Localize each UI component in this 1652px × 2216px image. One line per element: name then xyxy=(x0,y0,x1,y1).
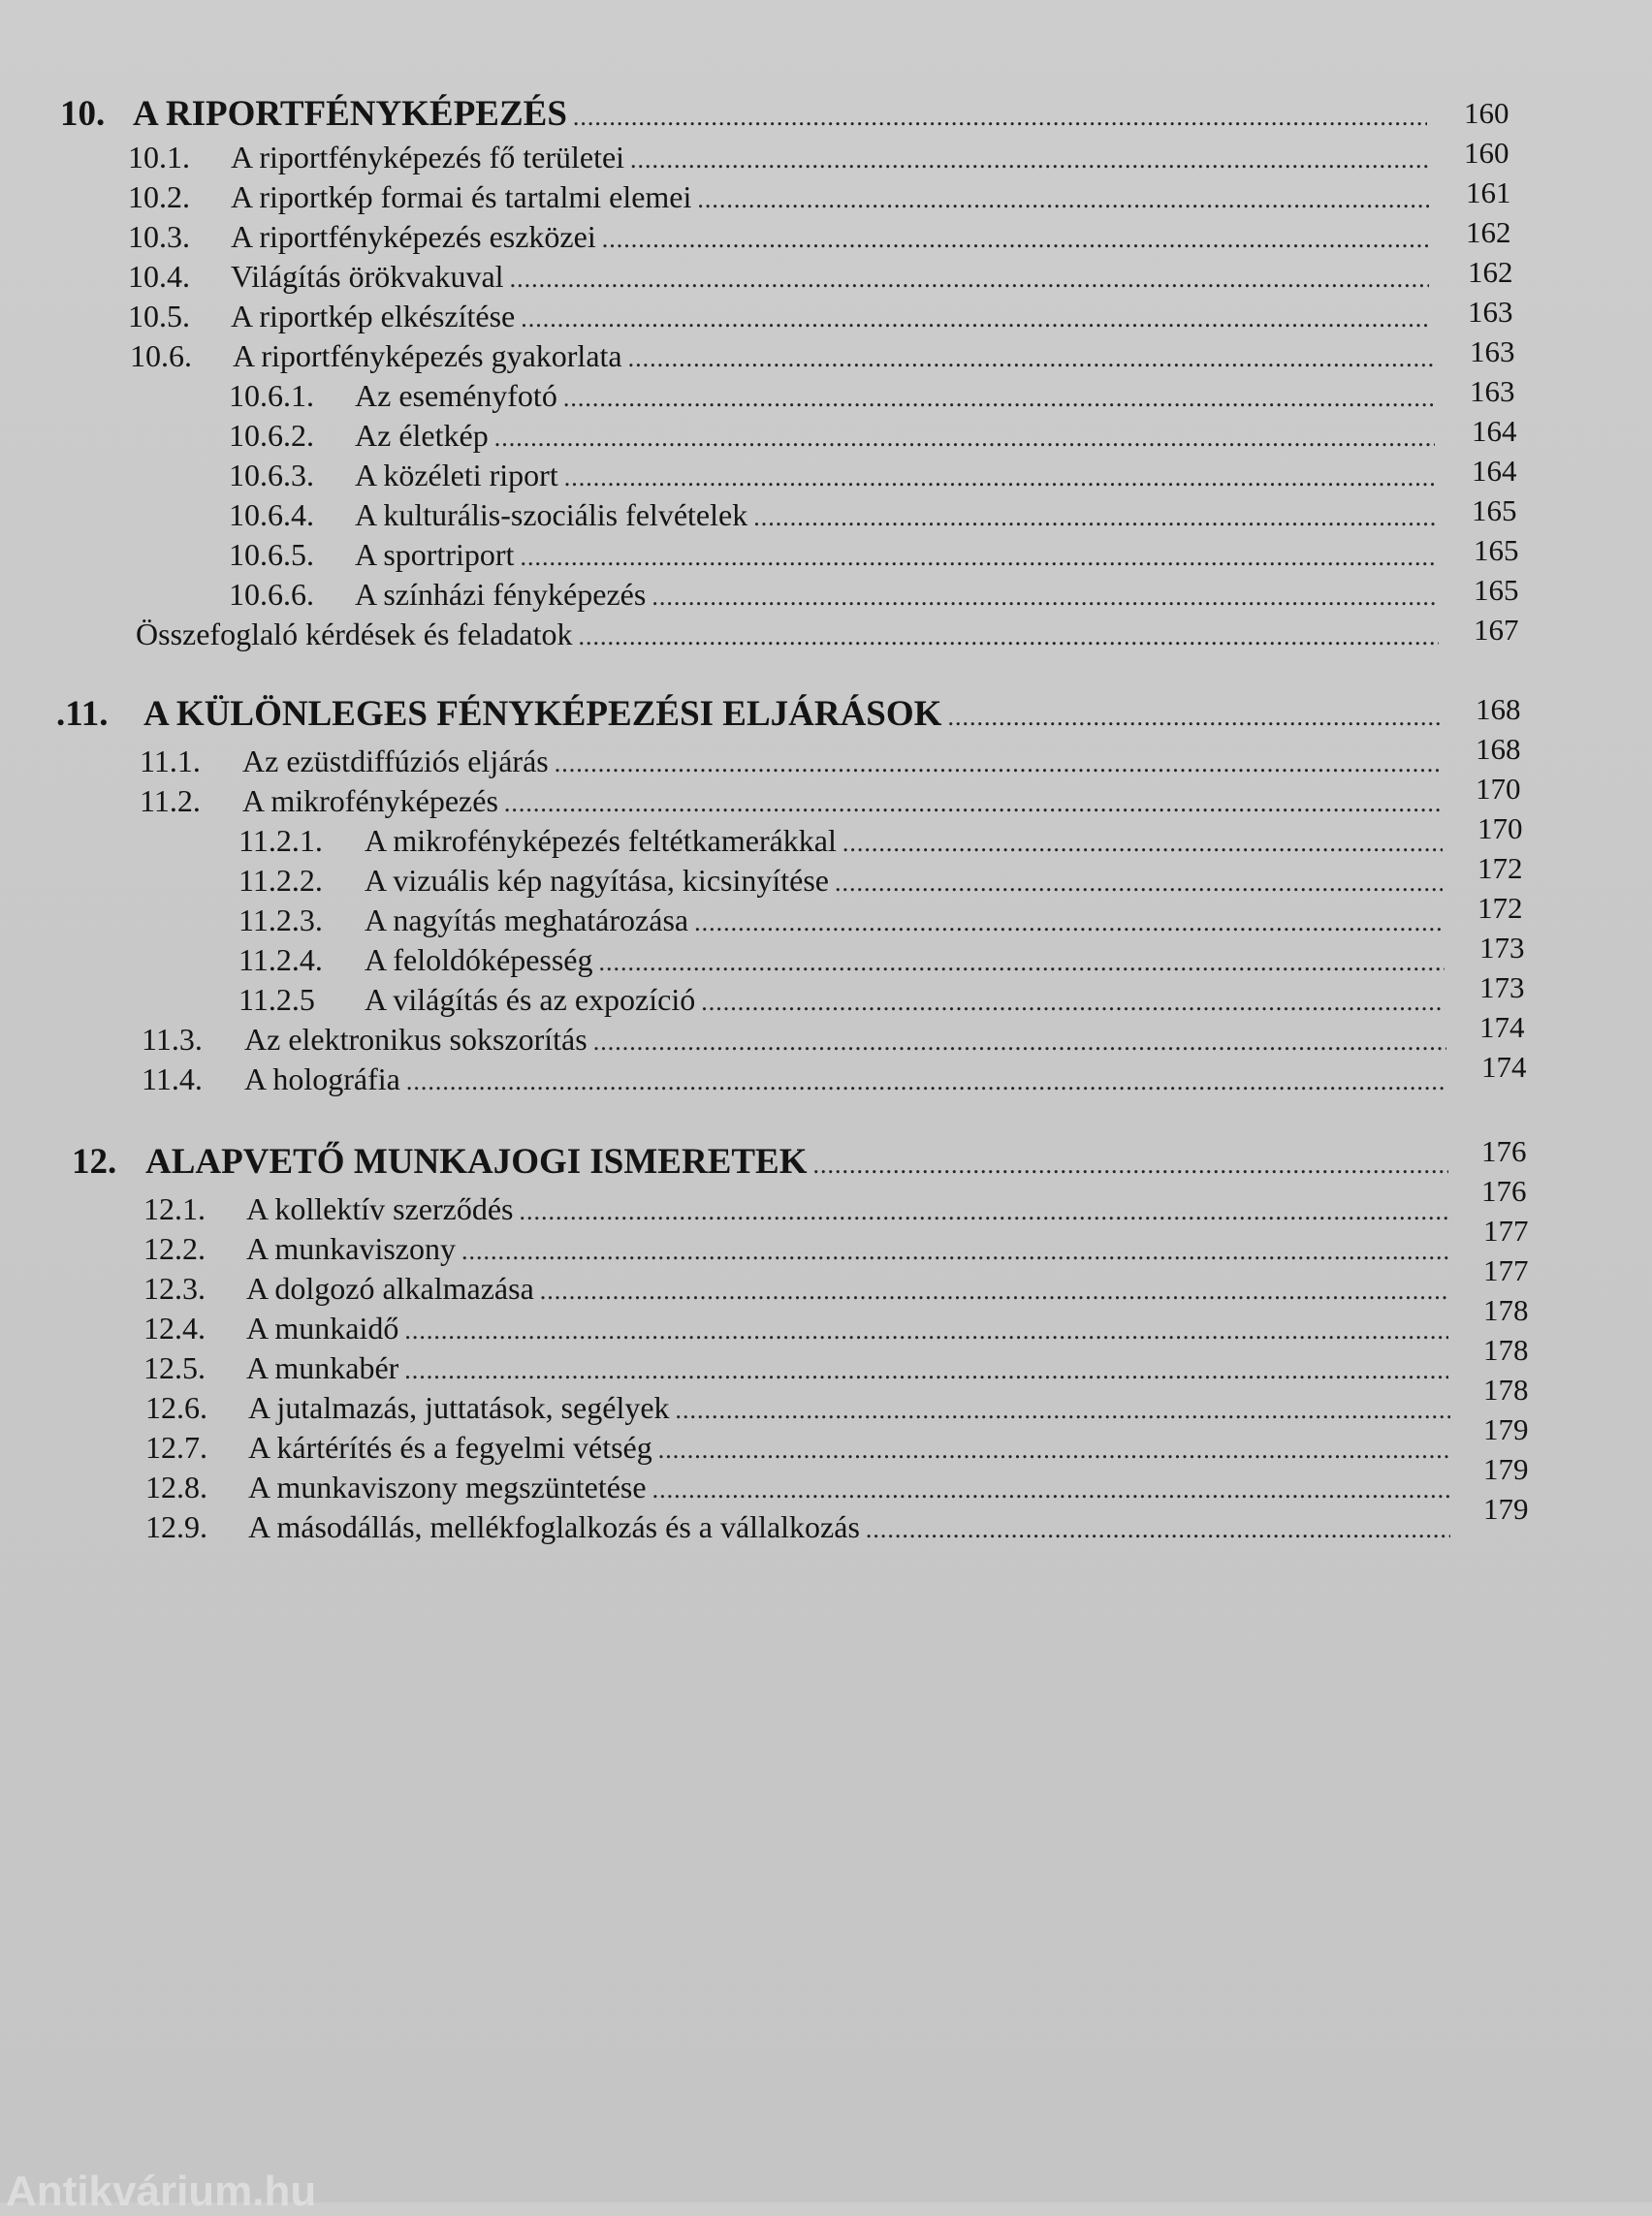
dot-leader xyxy=(564,459,1435,497)
dot-leader xyxy=(510,260,1429,299)
toc-entry xyxy=(238,901,1445,939)
page-number: 167 xyxy=(1474,613,1519,647)
page-number: 179 xyxy=(1483,1452,1529,1486)
entry-number: 11.2.2. xyxy=(238,863,323,898)
toc-entry xyxy=(238,980,1445,1019)
page-number: 162 xyxy=(1466,215,1511,249)
entry-title: A dolgozó alkalmazása xyxy=(246,1271,534,1306)
toc-entry xyxy=(145,1428,1450,1467)
entry-number: 10.6.1. xyxy=(229,378,314,413)
entry-number: 11.4. xyxy=(142,1061,203,1096)
dot-leader xyxy=(599,943,1446,982)
page-number: 173 xyxy=(1479,970,1525,1004)
page-number: 178 xyxy=(1483,1293,1529,1327)
entry-title: A jutalmazás, juttatások, segélyek xyxy=(248,1390,670,1425)
toc-entry xyxy=(229,456,1435,494)
toc-entry xyxy=(143,1309,1448,1347)
entry-title: A közéleti riport xyxy=(355,458,558,492)
page-number: 165 xyxy=(1472,493,1517,527)
entry-title: A riportkép elkészítése xyxy=(231,299,516,333)
toc-entry xyxy=(145,1507,1450,1546)
page-number: 172 xyxy=(1477,891,1523,925)
page-number: 165 xyxy=(1474,573,1519,607)
chapter-number: 10. xyxy=(60,94,106,134)
entry-title: Összefoglaló kérdések és feladatok xyxy=(136,617,573,651)
entry-title: A munkaviszony megszüntetése xyxy=(248,1470,647,1504)
dot-leader xyxy=(813,1143,1448,1187)
dot-leader xyxy=(520,538,1437,577)
page-number: 163 xyxy=(1470,334,1515,368)
toc-entry xyxy=(128,177,1429,216)
dot-leader xyxy=(651,578,1437,617)
entry-number: 10.6.6. xyxy=(229,577,314,612)
entry-title: A kulturális-szociális felvételek xyxy=(355,497,748,532)
dot-leader xyxy=(593,1023,1446,1061)
chapter-number: .11. xyxy=(56,694,109,734)
entry-title: Világítás örökvakuval xyxy=(231,259,504,294)
toc-entry xyxy=(140,781,1443,820)
dot-leader xyxy=(521,300,1431,338)
dot-leader xyxy=(753,498,1437,537)
chapter-heading xyxy=(72,1140,1448,1185)
entry-title: A riportkép formai és tartalmi elemei xyxy=(231,179,692,214)
entry-number: 10.1. xyxy=(128,140,190,174)
dot-leader xyxy=(404,1351,1448,1390)
entry-number: 11.1. xyxy=(140,744,201,778)
entry-number: 12.4. xyxy=(143,1311,206,1345)
page-number: 178 xyxy=(1483,1333,1529,1367)
toc-entry xyxy=(128,297,1431,335)
entry-title: A holográfia xyxy=(244,1061,400,1096)
toc-entry xyxy=(229,376,1433,415)
dot-leader xyxy=(701,983,1445,1022)
entry-number: 10.6.5. xyxy=(229,537,314,572)
dot-leader xyxy=(676,1391,1450,1430)
chapter-title: A RIPORTFÉNYKÉPEZÉS xyxy=(133,94,567,134)
entry-title: A munkaviszony xyxy=(246,1231,456,1266)
page-number: 176 xyxy=(1481,1174,1527,1208)
dot-leader xyxy=(602,220,1429,259)
toc-entry xyxy=(130,336,1433,375)
dot-leader xyxy=(563,379,1433,418)
dot-leader xyxy=(555,744,1441,783)
toc-entry xyxy=(145,1388,1450,1427)
toc-entry xyxy=(143,1189,1448,1228)
entry-title: A munkaidő xyxy=(246,1311,399,1345)
entry-title: A mikrofényképezés feltétkamerákkal xyxy=(365,823,837,858)
dot-leader xyxy=(461,1232,1448,1271)
page-number: 168 xyxy=(1476,692,1521,726)
page-number: 163 xyxy=(1470,374,1515,408)
toc-entry xyxy=(143,1348,1448,1387)
entry-number: 12.6. xyxy=(145,1390,207,1425)
page-number: 160 xyxy=(1464,96,1509,130)
page-number: 170 xyxy=(1476,772,1521,806)
dot-leader xyxy=(866,1510,1450,1549)
entry-number: 12.1. xyxy=(143,1191,206,1226)
dot-leader xyxy=(835,864,1443,902)
dot-leader xyxy=(404,1312,1448,1350)
dot-leader xyxy=(504,784,1443,823)
page-number: 176 xyxy=(1481,1134,1527,1168)
toc-entry xyxy=(238,821,1443,860)
page-number: 174 xyxy=(1479,1010,1525,1044)
dot-leader xyxy=(494,419,1435,458)
page-number: 164 xyxy=(1472,454,1517,488)
page-number: 170 xyxy=(1477,811,1523,845)
dot-leader xyxy=(630,141,1429,179)
entry-number: 11.2.3. xyxy=(238,902,323,937)
page-number: 165 xyxy=(1474,533,1519,567)
page-number: 160 xyxy=(1464,136,1509,170)
page-number: 179 xyxy=(1483,1492,1529,1526)
chapter-title: A KÜLÖNLEGES FÉNYKÉPEZÉSI ELJÁRÁSOK xyxy=(143,694,942,734)
entry-title: A másodállás, mellékfoglalkozás és a vállalkozás xyxy=(248,1509,860,1544)
toc-entry xyxy=(128,138,1429,176)
entry-number: 12.5. xyxy=(143,1350,206,1385)
page-number: 172 xyxy=(1477,851,1523,885)
page-number: 164 xyxy=(1472,414,1517,448)
page-number: 162 xyxy=(1468,255,1513,289)
entry-number: 10.2. xyxy=(128,179,190,214)
page-number: 178 xyxy=(1483,1373,1529,1407)
entry-title: A színházi fényképezés xyxy=(355,577,647,612)
page-number: 173 xyxy=(1479,931,1525,965)
entry-number: 11.2.4. xyxy=(238,942,323,977)
dot-leader xyxy=(694,903,1445,942)
dot-leader xyxy=(947,695,1441,740)
page-number: 177 xyxy=(1483,1253,1529,1287)
page-number: 174 xyxy=(1481,1050,1527,1084)
toc-entry xyxy=(142,1060,1446,1098)
entry-number: 12.8. xyxy=(145,1470,207,1504)
watermark: Antikvárium.hu xyxy=(6,2168,317,2215)
entry-title: Az eseményfotó xyxy=(355,378,557,413)
entry-number: 11.2. xyxy=(140,783,201,818)
toc-entry xyxy=(229,416,1435,455)
entry-number: 11.2.1. xyxy=(238,823,323,858)
page-number: 163 xyxy=(1468,295,1513,329)
entry-title: A riportfényképezés eszközei xyxy=(231,219,596,254)
entry-number: 11.2.5 xyxy=(238,982,315,1017)
entry-title: A kollektív szerződés xyxy=(246,1191,514,1226)
toc-entry xyxy=(229,495,1437,534)
page-number: 168 xyxy=(1476,732,1521,766)
toc-entry xyxy=(145,1468,1450,1506)
toc-entry xyxy=(229,575,1437,614)
toc-entry xyxy=(128,217,1429,256)
toc-entry xyxy=(238,940,1445,979)
entry-number: 10.6.4. xyxy=(229,497,314,532)
entry-number: 12.3. xyxy=(143,1271,206,1306)
dot-leader xyxy=(573,95,1427,140)
entry-number: 10.6. xyxy=(130,338,192,373)
entry-number: 12.7. xyxy=(145,1430,207,1465)
dot-leader xyxy=(658,1431,1450,1470)
entry-number: 12.2. xyxy=(143,1231,206,1266)
dot-leader xyxy=(697,180,1429,219)
entry-title: A világítás és az expozíció xyxy=(365,982,696,1017)
toc-entry xyxy=(143,1229,1448,1268)
entry-title: A mikrofényképezés xyxy=(242,783,498,818)
toc-entry xyxy=(128,257,1429,296)
entry-title: Az életkép xyxy=(355,418,489,453)
dot-leader xyxy=(540,1272,1448,1311)
toc-entry xyxy=(143,1269,1448,1308)
toc-entry xyxy=(142,1020,1446,1059)
entry-title: A sportriport xyxy=(355,537,515,572)
entry-number: 10.6.2. xyxy=(229,418,314,453)
chapter-heading xyxy=(56,692,1441,737)
entry-title: A munkabér xyxy=(246,1350,399,1385)
dot-leader xyxy=(652,1471,1450,1509)
entry-title: A kártérítés és a fegyelmi vétség xyxy=(248,1430,652,1465)
entry-title: Az ezüstdiffúziós eljárás xyxy=(242,744,549,778)
dot-leader xyxy=(578,617,1439,656)
entry-title: A nagyítás meghatározása xyxy=(365,902,689,937)
entry-number: 10.3. xyxy=(128,219,190,254)
entry-title: A riportfényképezés gyakorlata xyxy=(233,338,622,373)
dot-leader xyxy=(628,339,1433,378)
page-number: 161 xyxy=(1466,175,1511,209)
page-number: 177 xyxy=(1483,1214,1529,1248)
chapter-heading xyxy=(60,92,1427,137)
dot-leader xyxy=(519,1192,1448,1231)
entry-number: 10.5. xyxy=(128,299,190,333)
entry-number: 10.6.3. xyxy=(229,458,314,492)
chapter-title: ALAPVETŐ MUNKAJOGI ISMERETEK xyxy=(145,1142,808,1182)
page-number: 179 xyxy=(1483,1412,1529,1446)
toc-entry xyxy=(238,861,1443,900)
entry-title: A feloldóképesség xyxy=(365,942,593,977)
entry-number: 12.9. xyxy=(145,1509,207,1544)
entry-title: Az elektronikus sokszorítás xyxy=(244,1022,588,1057)
chapter-number: 12. xyxy=(72,1142,117,1182)
entry-number: 10.4. xyxy=(128,259,190,294)
entry-title: A vizuális kép nagyítása, kicsinyítése xyxy=(365,863,829,898)
toc-entry xyxy=(140,742,1441,780)
dot-leader xyxy=(406,1062,1446,1101)
dot-leader xyxy=(842,824,1443,863)
toc-entry xyxy=(229,535,1437,574)
entry-title: A riportfényképezés fő területei xyxy=(231,140,625,174)
entry-number: 11.3. xyxy=(142,1022,203,1057)
toc-entry xyxy=(136,615,1439,653)
